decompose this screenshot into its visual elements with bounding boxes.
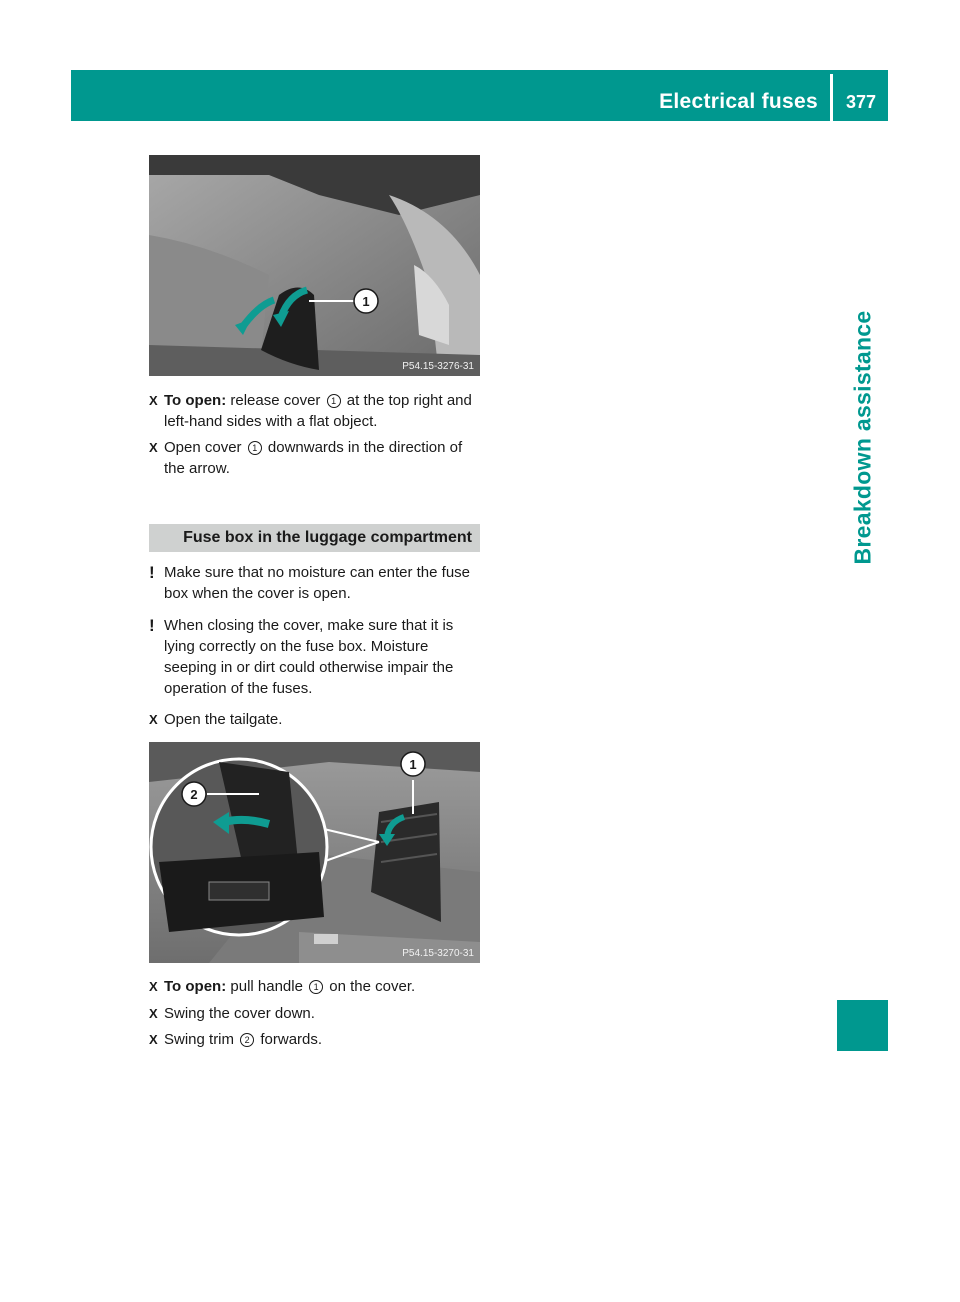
step-text: pull handle xyxy=(226,978,308,995)
warning-closing-cover xyxy=(149,615,482,699)
step-swing-cover xyxy=(149,1003,482,1024)
figure2-callout-1: 1 xyxy=(409,757,417,772)
step-bold-label: To open: xyxy=(164,392,227,409)
step-text: at the top right and left-hand sides with a flat object. xyxy=(164,392,472,430)
step-text: Swing trim xyxy=(164,1031,239,1048)
figure2-callout-2: 2 xyxy=(190,787,198,802)
step-text: forwards. xyxy=(256,1031,323,1048)
step-text: downwards in the direction of the arrow. xyxy=(164,439,463,477)
figure1-code: P54.15-3276-31 xyxy=(402,361,474,372)
ref-number-1: 1 xyxy=(309,980,323,994)
step-marker: X xyxy=(149,979,158,994)
warning-moisture xyxy=(149,562,482,604)
figure2-code: P54.15-3270-31 xyxy=(402,948,474,959)
step-marker: X xyxy=(149,712,158,727)
ref-number-1: 1 xyxy=(327,394,341,408)
page-header-bar xyxy=(71,70,888,121)
section-heading xyxy=(149,524,480,552)
step-open-tailgate xyxy=(149,709,482,730)
step-open-cover xyxy=(149,437,482,479)
page-number: 377 xyxy=(845,92,876,112)
side-tab-block xyxy=(837,1000,888,1051)
figure-luggage-fuse-box xyxy=(149,742,480,963)
step-text: Open cover xyxy=(164,439,246,456)
step-text: on the cover. xyxy=(325,978,416,995)
warning-icon: ! xyxy=(149,563,155,582)
step-text: release cover xyxy=(226,392,325,409)
header-section-title: Electrical fuses xyxy=(659,90,818,113)
ref-number-1: 1 xyxy=(248,441,262,455)
step-release-cover xyxy=(149,390,482,432)
step-text: Swing the cover down. xyxy=(164,1005,315,1022)
step-marker: X xyxy=(149,440,158,455)
step-marker: X xyxy=(149,1032,158,1047)
header-divider xyxy=(830,74,833,121)
section-title: Fuse box in the luggage compartment xyxy=(183,529,472,546)
luggage-compartment-illustration xyxy=(149,742,480,963)
ref-number-2: 2 xyxy=(240,1033,254,1047)
side-tab-label: Breakdown assistance xyxy=(849,310,876,565)
warning-text: When closing the cover, make sure that it is lying correctly on the fuse box. Moisture seeping in or dirt could otherwise impair the operation of the fuses. xyxy=(164,617,454,697)
step-marker: X xyxy=(149,393,158,408)
warning-icon: ! xyxy=(149,616,155,635)
trunk-cover-illustration xyxy=(149,155,480,376)
step-swing-trim xyxy=(149,1029,482,1050)
figure-trunk-cover xyxy=(149,155,480,376)
figure1-callout-1: 1 xyxy=(362,294,370,309)
warning-text: Make sure that no moisture can enter the fuse box when the cover is open. xyxy=(164,564,470,602)
step-bold-label: To open: xyxy=(164,978,227,995)
side-tab xyxy=(837,125,888,750)
step-text: Open the tailgate. xyxy=(164,711,283,728)
step-marker: X xyxy=(149,1006,158,1021)
step-pull-handle xyxy=(149,976,482,997)
